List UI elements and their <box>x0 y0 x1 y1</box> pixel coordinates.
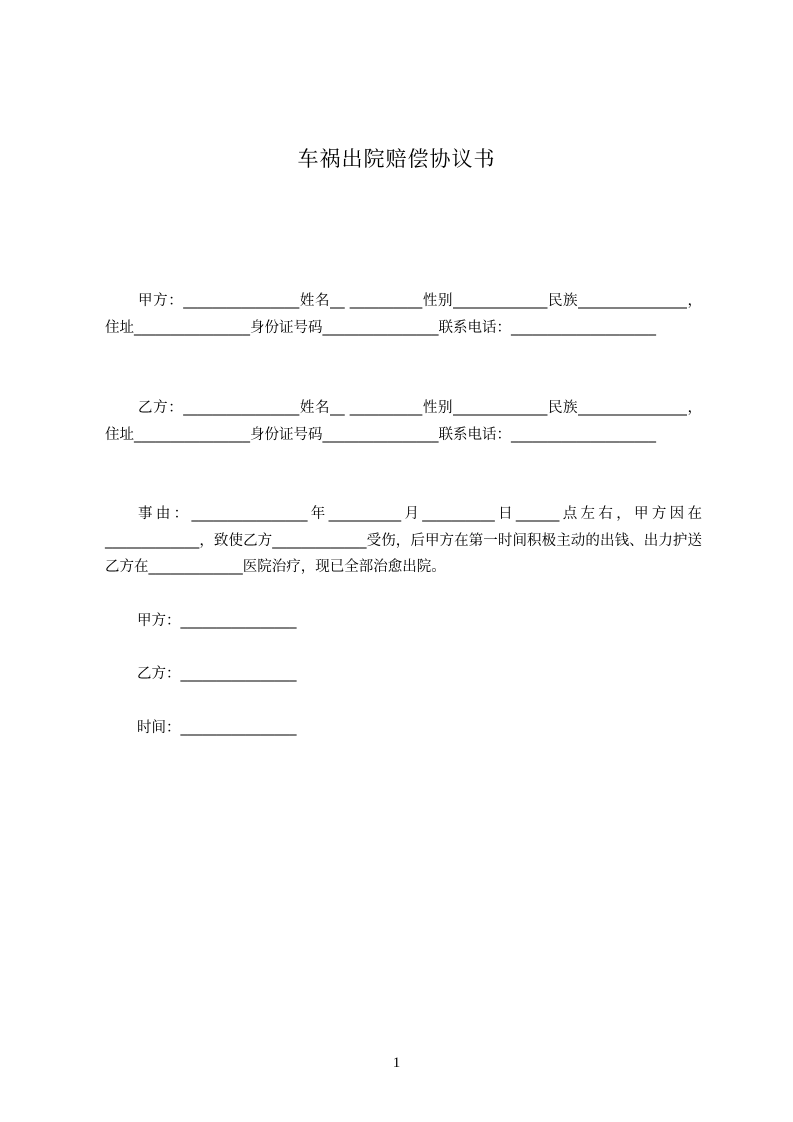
incident-description: 事由：________________年__________月__________日______点左右，甲方因在_____________，致使乙方_____________受伤，后甲方在第一时间积极主动的出钱、出力护送乙方在_____________医院治疗，现已全部治愈出院。 <box>105 506 702 575</box>
page-number: 1 <box>392 1055 401 1071</box>
signature-party-b: 乙方：________________ <box>137 666 297 682</box>
party-a-info: 甲方：________________姓名__ __________性别_____________民族_______________，住址________________身份证号码________________联系电话：____________________ <box>105 293 702 336</box>
party-b-info: 乙方：________________姓名__ __________性别_____________民族_______________，住址________________身份证号码________________联系电话：____________________ <box>105 400 702 443</box>
signature-party-a: 甲方：________________ <box>137 613 297 629</box>
signature-time: 时间：________________ <box>137 720 297 736</box>
document-title: 车祸出院赔偿协议书 <box>297 147 496 171</box>
